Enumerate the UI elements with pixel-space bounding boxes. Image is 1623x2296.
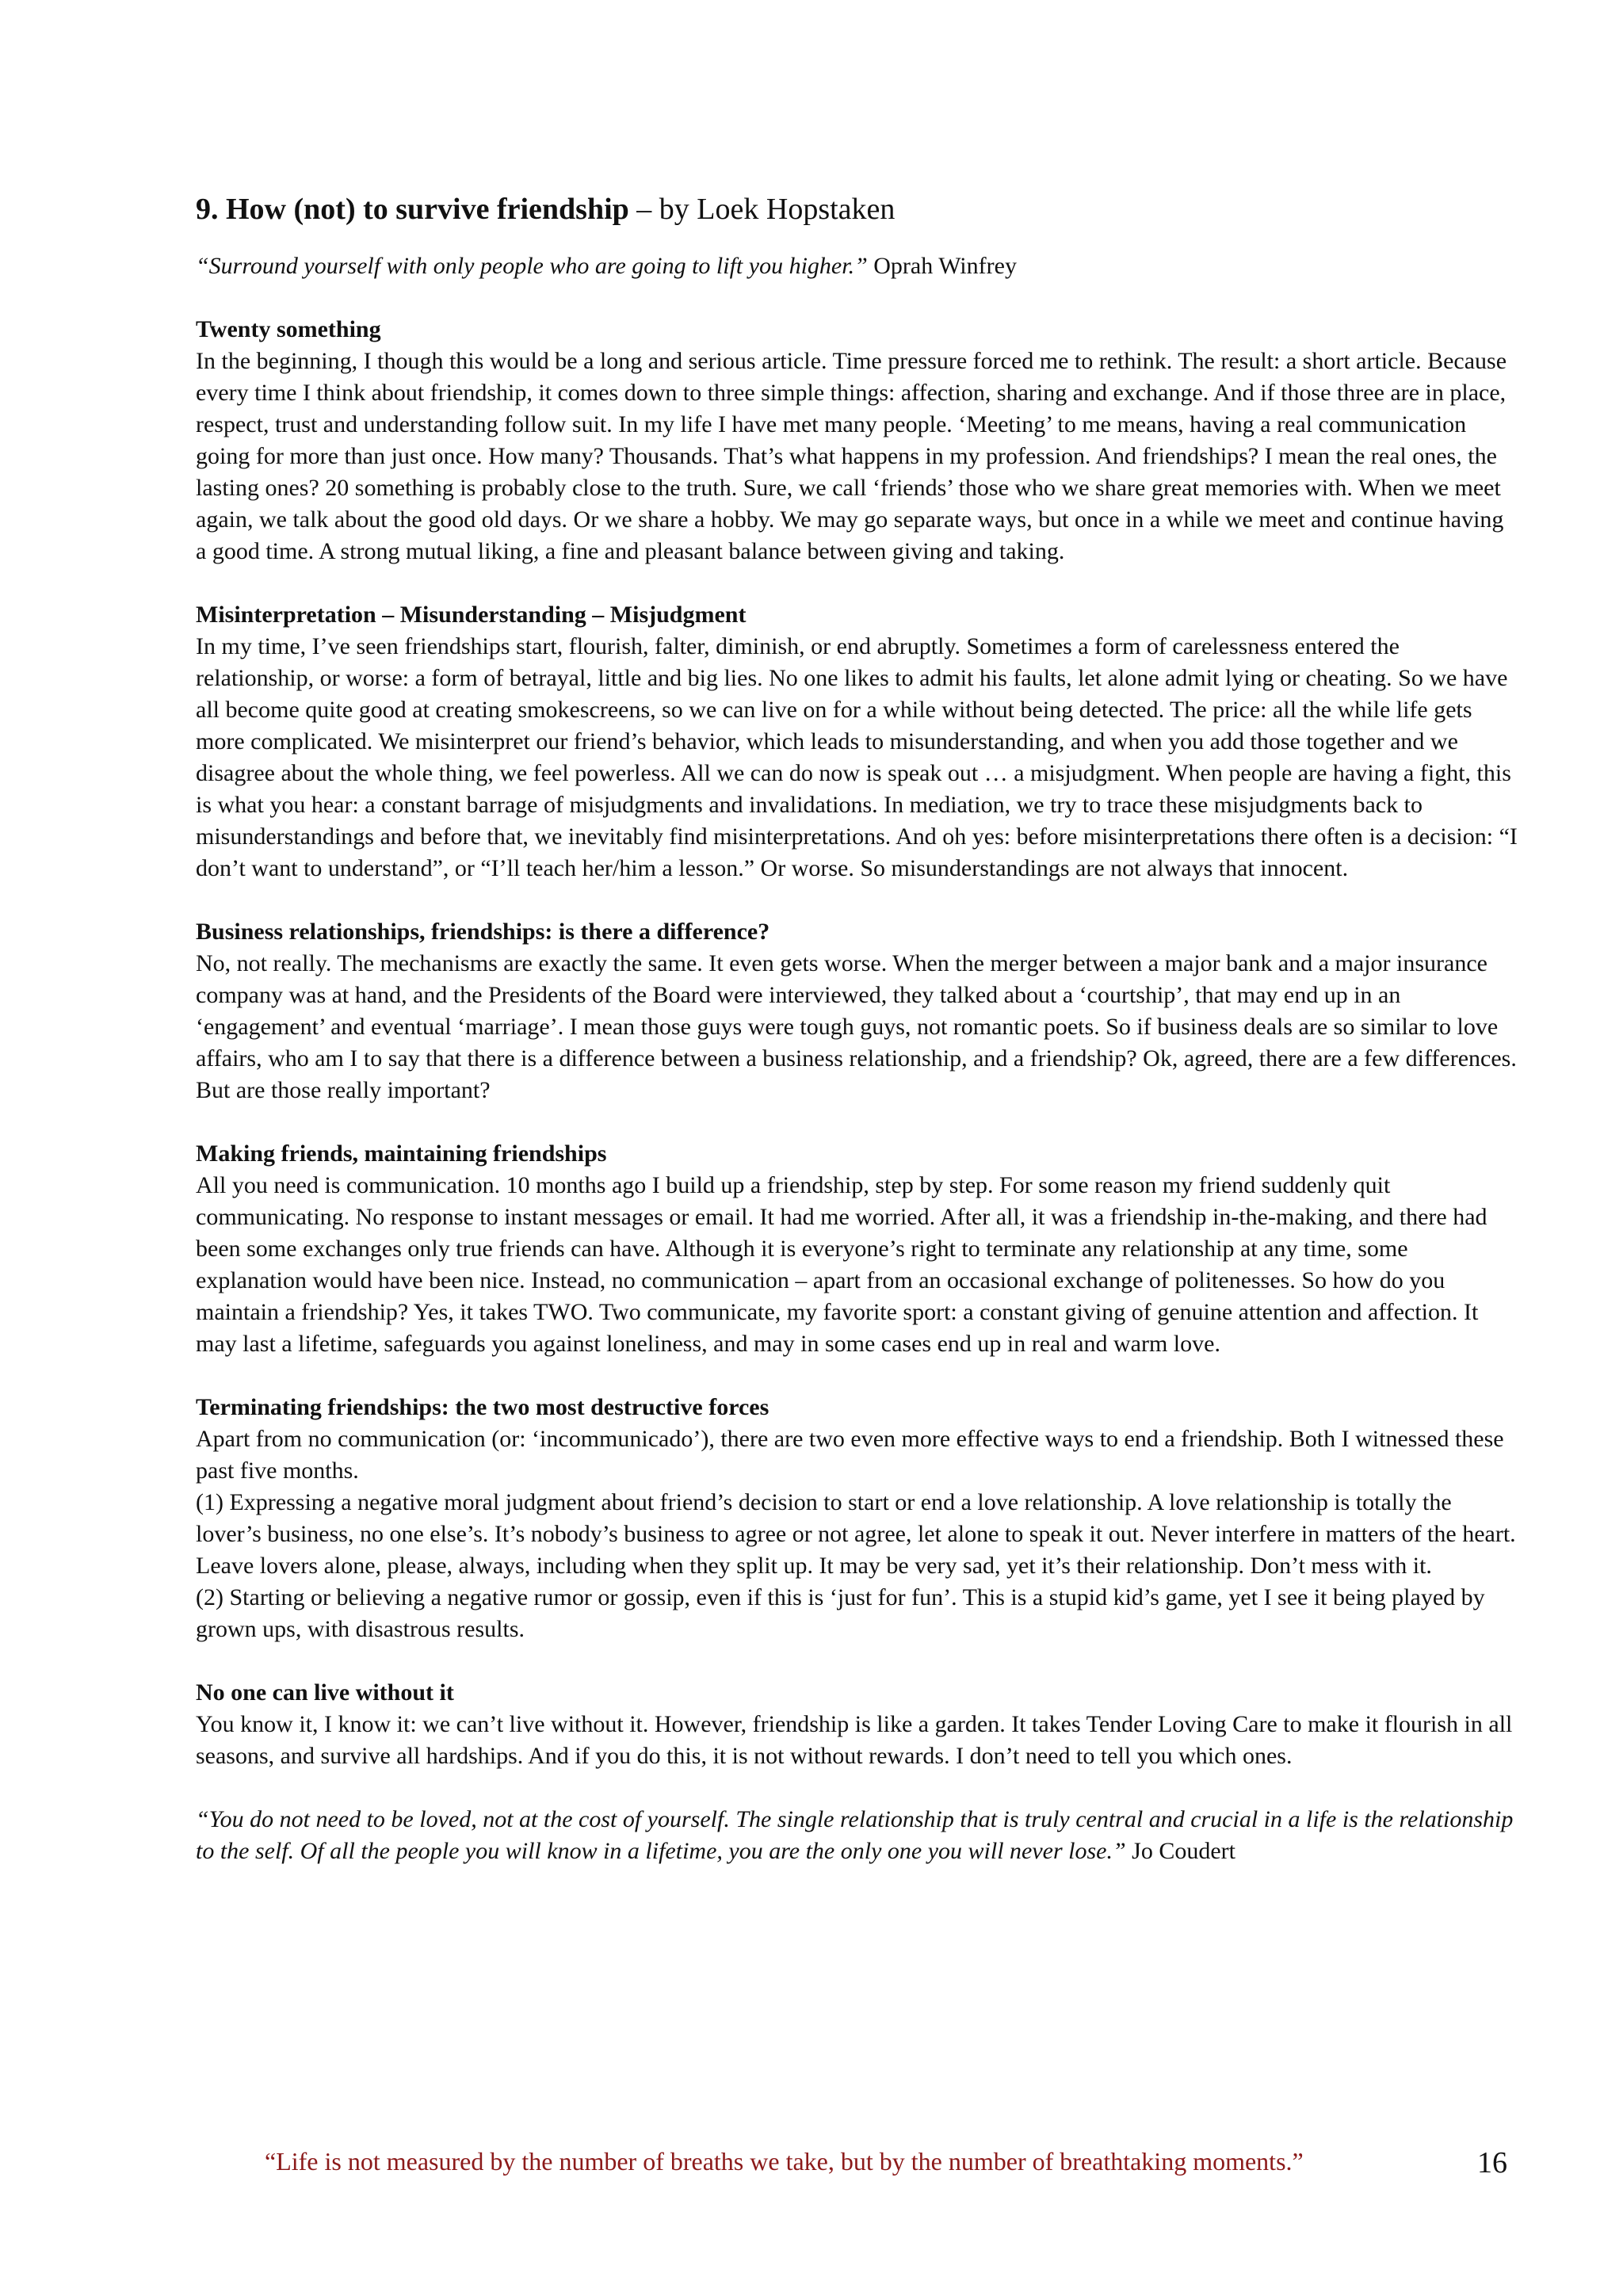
page-number: 16 [1477,2146,1507,2179]
page-footer [0,2144,1623,2183]
article-section [196,916,1519,1106]
section-heading: Business relationships, friendships: is there a difference? [196,919,770,945]
article-section [196,1138,1519,1360]
epigraph [196,250,1519,282]
epigraph-author: Oprah Winfrey [867,253,1017,279]
section-paragraph: (1) Expressing a negative moral judgment about friend’s decision to start or end a love relationship. A love relationship is totally the lover’s business, no one else’s. It’s nobody’s business to agree or not agree, let alone to speak it out. Never interfere in matters of the heart. Leave lovers alone, please, always, including when they split up. It may be very sad, yet it’s their relationship. Don’t mess with it. [196,1489,1516,1579]
section-paragraph: In the beginning, I though this would be a long and serious article. Time pressure forced me to rethink. The result: a short article. Because every time I think about friendship, it comes down to three simple things: affection, sharing and exchange. And if those three are in place, respect, trust and understanding follow suit. In my life I have met many people. ‘Meeting’ to me means, having a real communication going for more than just once. How many? Thousands. That’s what happens in my profession. And friendships? I mean the real ones, the lasting ones? 20 something is probably close to the truth. Sure, we call ‘friends’ those who we share great memories with. When we meet again, we talk about the good old days. Or we share a hobby. We may go separate ways, but once in a while we meet and continue having a good time. A strong mutual liking, a fine and pleasant balance between giving and taking. [196,348,1507,564]
section-paragraph: In my time, I’ve seen friendships start, flourish, falter, diminish, or end abruptly. Sometimes a form of carelessness entered the relationship, or worse: a form of betrayal, little and big lies. No one likes to admit his faults, let alone admit lying or cheating. So we have all become quite good at creating smokescreens, so we can live on for a while without being detected. The price: all the while life gets more complicated. We misinterpret our friend’s behavior, which leads to misunderstanding, and when you add those together and we disagree about the whole thing, we feel powerless. All we can do now is speak out … a misjudgment. When people are having a fight, this is what you hear: a constant barrage of misjudgments and invalidations. In mediation, we try to trace these misjudgments back to misunderstandings and before that, we inevitably find misinterpretations. And oh yes: before misinterpretations there often is a decision: “I don’t want to understand”, or “I’ll teach her/him a lesson.” Or worse. So misunderstandings are not always that innocent. [196,633,1518,881]
closing-quote-author: Jo Coudert [1125,1838,1235,1864]
article [196,190,1519,1867]
section-heading: Making friends, maintaining friendships [196,1140,607,1167]
article-section [196,599,1519,884]
section-heading: Terminating friendships: the two most destructive forces [196,1394,769,1420]
article-byline: – by Loek Hopstaken [628,193,896,226]
section-paragraph: All you need is communication. 10 months ago I build up a friendship, step by step. For some reason my friend suddenly quit communicating. No response to instant messages or email. It had me worried. After all, it was a friendship in-the-making, and there had been some exchanges only true friends can have. Although it is everyone’s right to terminate any relationship at any time, some explanation would have been nice. Instead, no communication – apart from an occasional exchange of politenesses. So how do you maintain a friendship? Yes, it takes TWO. Two communicate, my favorite sport: a constant giving of genuine attention and affection. It may last a lifetime, safeguards you against loneliness, and may in some cases end up in real and warm love. [196,1172,1487,1357]
article-title-main: 9. How (not) to survive friendship [196,193,629,226]
article-section [196,1677,1519,1772]
article-section [196,314,1519,567]
section-paragraph: No, not really. The mechanisms are exactly the same. It even gets worse. When the merger between a major bank and a major insurance company was at hand, and the Presidents of the Board were interviewed, they talked about a ‘courtship’, that may end up in an ‘engagement’ and eventual ‘marriage’. I mean those guys were tough guys, not romantic poets. So if business deals are so similar to love affairs, who am I to say that there is a difference between a business relationship, and a friendship? Ok, agreed, there are a few differences. But are those really important? [196,950,1517,1103]
section-paragraph: You know it, I know it: we can’t live without it. However, friendship is like a garden. It takes Tender Loving Care to make it flourish in all seasons, and survive all hardships. And if you do this, it is not without rewards. I don’t need to tell you which ones. [196,1711,1513,1769]
article-sections [196,314,1519,1772]
section-paragraph: (2) Starting or believing a negative rumor or gossip, even if this is ‘just for fun’. This is a stupid kid’s game, yet I see it being played by grown ups, with disastrous results. [196,1584,1485,1642]
footer-quote: “Life is not measured by the number of breaths we take, but by the number of breathtaking moments.” [265,2147,1304,2176]
article-section [196,1392,1519,1645]
section-heading: Misinterpretation – Misunderstanding – Misjudgment [196,602,747,628]
article-title [196,190,1519,228]
epigraph-text: “Surround yourself with only people who are going to lift you higher.” [196,253,868,279]
section-heading: Twenty something [196,316,381,342]
section-paragraph: Apart from no communication (or: ‘incommunicado’), there are two even more effective ways to end a friendship. Both I witnessed these past five months. [196,1426,1504,1484]
section-heading: No one can live without it [196,1679,454,1706]
closing-quote-text: “You do not need to be loved, not at the cost of yourself. The single relationship that is truly central and crucial in a life is the relationship to the self. Of all the people you will know in a lifetime, you are the only one you will never lose.” [196,1806,1514,1864]
closing-quote [196,1804,1519,1867]
